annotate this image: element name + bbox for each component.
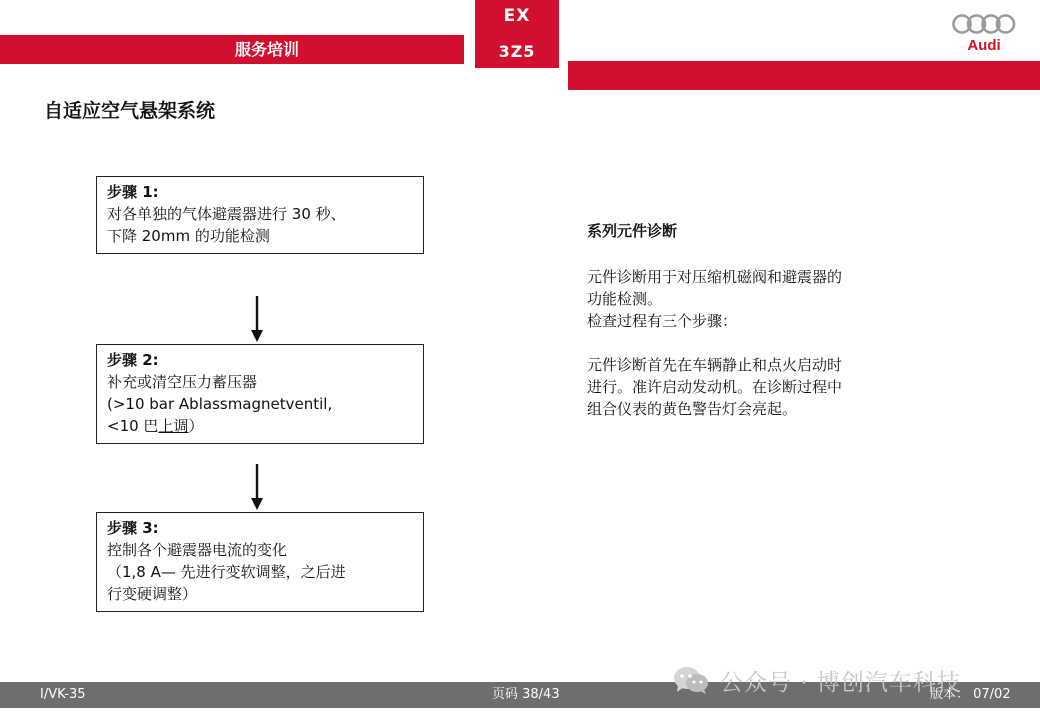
audi-logo-text: Audi [967,37,1001,54]
step-2-line: (>10 bar Ablassmagnetventil, [107,395,333,413]
right-title: 系列元件诊断 [587,222,678,240]
footer-version: 版本： 07/02 [930,687,1011,702]
step-3-line: 控制各个避震器电流的变化 [107,541,288,559]
course-code-top: EX [503,6,531,26]
step-2-last-underlined: 上调 [158,417,189,435]
right-para-line: 元件诊断用于对压缩机磁阀和避震器的 [587,268,843,286]
step-1-box [96,176,424,254]
step-3-line: （1,8 A— 先进行变软调整，之后进 [107,563,346,581]
step-1-line: 对各单独的气体避震器进行 30 秒、 [107,205,346,223]
step-2-box [96,344,424,444]
header-bar-right [568,61,1040,90]
footer-doc-code: I/VK-35 [40,687,86,702]
footer-page-number: 页码 38/43 [492,687,560,702]
step-1-title: 步骤 1: [107,183,159,201]
right-para-line: 检查过程有三个步骤： [587,312,738,330]
step-2-line-last [107,415,413,437]
right-para-line: 功能检测。 [587,290,663,308]
section-title: 服务培训 [234,40,299,59]
paragraph-gap [587,332,917,354]
page-title: 自适应空气悬架系统 [44,100,216,122]
step-2-line: 补充或清空压力蓄压器 [107,373,258,391]
arrow-down-icon [249,296,265,342]
step-2-title: 步骤 2: [107,351,159,369]
watermark-text: 公众号 · 博创汽车科技 [720,669,961,696]
watermark [672,660,961,700]
step-2-last-prefix: <10 巴 [107,417,159,435]
course-code-bottom: 3Z5 [498,42,536,61]
step-1-line: 下降 20mm 的功能检测 [107,227,270,245]
audi-rings-icon [950,12,1018,36]
step-3-line: 行变硬调整） [107,585,198,603]
arrow-down-icon [249,464,265,510]
right-description [587,220,917,420]
wechat-icon [672,665,710,695]
step-2-last-suffix: ） [188,417,204,435]
right-para-line: 进行。准许启动发动机。在诊断过程中 [587,378,843,396]
step-3-title: 步骤 3: [107,519,159,537]
right-para-line: 组合仪表的黄色警告灯会亮起。 [587,400,798,418]
right-para-line: 元件诊断首先在车辆静止和点火启动时 [587,356,843,374]
step-3-box [96,512,424,612]
audi-logo [950,12,1018,56]
